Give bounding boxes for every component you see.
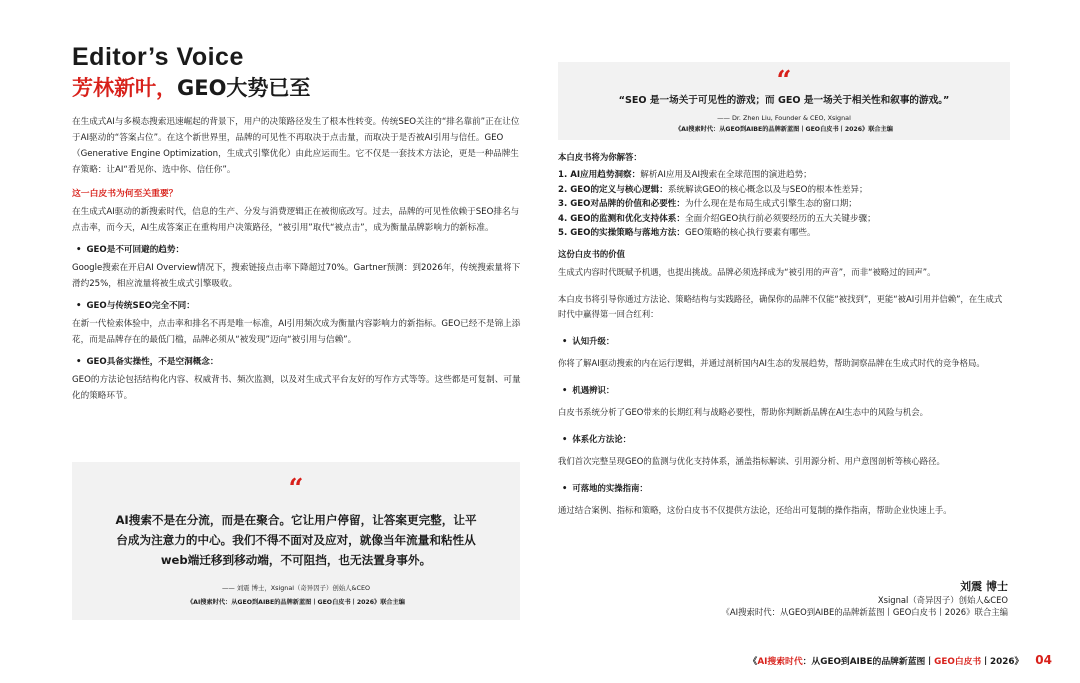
- quote-source: 《AI搜索时代：从GEO到AIBE的品牌新蓝图丨GEO白皮书丨2026》联合主编: [187, 599, 405, 606]
- bullet-text: 在新一代检索体验中，点击率和排名不再是唯一标准，AI引用频次成为衡量内容影响力的新指标。GEO已经不是锦上添花，而是品牌存在的最低门槛，品牌必须从“被发现”迈向“被引用与信赖”。: [72, 319, 521, 345]
- bullet-title: • 可落地的实操指南：: [562, 481, 1010, 495]
- will-title: 本白皮书将为你解答：: [558, 152, 642, 162]
- footer-title-mid: ：从GEO到AIBE的品牌新蓝图丨: [802, 657, 935, 667]
- bullet-text: 你将了解AI驱动搜索的内在运行逻辑，并通过剖析国内AI生态的发展趋势，帮助洞察品牌在生成式时代的竞争格局。: [558, 357, 985, 368]
- page-title-cn: [72, 74, 524, 102]
- quote-source: 《AI搜索时代：从GEO到AIBE的品牌新蓝图丨GEO白皮书丨2026》联合主编: [675, 126, 893, 133]
- quote-attribution: —— Dr. Zhen Liu, Founder & CEO, Xsignal: [717, 114, 851, 122]
- quote-box-right: [558, 62, 1010, 140]
- footer-title-red2: GEO白皮书: [934, 657, 982, 667]
- left-column: [72, 42, 524, 404]
- footer-title-red: AI搜索时代: [757, 657, 803, 667]
- value-paragraph: 生成式内容时代既赋予机遇，也提出挑战。品牌必须选择成为“被引用的声音”，而非“被略过的回声”。: [558, 266, 936, 277]
- will-list: [558, 168, 1010, 241]
- signature-name: 刘震 博士: [960, 580, 1008, 593]
- list-item: 2. GEO的定义与核心逻辑：系统解读GEO的核心概念以及与SEO的根本性差异；: [558, 184, 868, 195]
- signature-role: Xsignal（奇异因子）创始人&CEO: [877, 595, 1008, 605]
- quote-text: “SEO 是一场关于可见性的游戏；而 GEO 是一场关于相关性和叙事的游戏。”: [618, 95, 950, 106]
- intro-paragraph: 在生成式AI与多模态搜索迅速崛起的背景下，用户的决策路径发生了根本性转变。传统SEO关注的“排名靠前”正在让位于AI驱动的“答案占位”。在这个新世界里，品牌的可见性不再取决于点击量，而取决于是否被AI引用与信任。GEO（Generative Engine Optimization，生成式引擎优化）由此应运而生。它不仅是一套技术方法论，更是一种品牌生存策略：让AI“看见你、选中你、信任你”。: [72, 117, 520, 175]
- bullet-title: • GEO与传统SEO完全不同：: [76, 298, 524, 314]
- page-title-en: Editor’s Voice: [72, 43, 244, 71]
- title-cn-red: 芳林新叶，: [72, 76, 177, 100]
- value-title: 这份白皮书的价值: [558, 248, 625, 259]
- list-item: 1. AI应用趋势洞察：解析AI应用及AI搜索在全球范围的演进趋势；: [558, 170, 812, 180]
- bullet-title: • 体系化方法论：: [562, 432, 1010, 446]
- bullet-text: 通过结合案例、指标和策略，这份白皮书不仅提供方法论，还给出可复制的操作指南，帮助企业快速上手。: [558, 504, 952, 515]
- section-title: 这一白皮书为何至关重要？: [72, 189, 178, 199]
- quote-mark-icon: “: [288, 474, 304, 504]
- right-column: [558, 150, 1010, 530]
- signature-book: 《AI搜索时代：从GEO到AIBE的品牌新蓝图丨GEO白皮书丨2026》联合主编: [721, 607, 1008, 617]
- list-item: 5. GEO的实操策略与落地方法：GEO策略的核心执行要素有哪些。: [558, 228, 816, 238]
- page-number: 04: [1035, 653, 1052, 667]
- title-cn-black: GEO大势已至: [177, 76, 311, 100]
- bullet-title: • GEO具备实操性，不是空洞概念：: [76, 354, 524, 370]
- list-item: 4. GEO的监测和优化支持体系：全面介绍GEO执行前必须要经历的五大关键步骤；: [558, 213, 876, 224]
- bullet-text: 我们首次完整呈现GEO的监测与优化支持体系，涵盖指标解读、引用源分析、用户意图剖析等核心路径。: [558, 455, 945, 466]
- bullet-title: • GEO是不可回避的趋势：: [76, 242, 524, 258]
- bullet-title: • 机遇辨识：: [562, 383, 1010, 397]
- quote-mark-icon: “: [776, 66, 792, 96]
- quote-attribution: —— 刘震 博士，Xsignal（奇异因子）创始人&CEO: [221, 584, 371, 592]
- bullet-text: 白皮书系统分析了GEO带来的长期红利与战略必要性，帮助你判断新品牌在AI生态中的风险与机会。: [558, 406, 928, 417]
- list-item: 3. GEO对品牌的价值和必要性：为什么现在是布局生成式引擎生态的窗口期；: [558, 199, 857, 209]
- page-footer: 《AI搜索时代：从GEO到AIBE的品牌新蓝图丨GEO白皮书丨2026》 04: [748, 653, 1052, 667]
- quote-text: AI搜索不是在分流，而是在聚合。它让用户停留，让答案更完整，让平台成为注意力的中心。我们不得不面对及应对，就像当年流量和粘性从web端迁移到移动端，不可阻挡，也无法置身事外。: [115, 513, 477, 567]
- footer-title-end: 丨2026》: [981, 657, 1024, 667]
- bullet-text: Google搜索在开启AI Overview情况下，搜索链接点击率下降超过70%。Gartner预测：到2026年，传统搜索量将下滑约25%，相应流量将被生成式引擎吸收。: [72, 263, 521, 289]
- quote-box-left: [72, 462, 520, 620]
- value-paragraph: 本白皮书将引导你通过方法论、策略结构与实践路径，确保你的品牌不仅能“被找到”，更能“被AI引用并信赖”，在生成式时代中赢得第一回合红利：: [558, 293, 1003, 319]
- signature-block: [722, 580, 1009, 618]
- bullet-title: • 认知升级：: [562, 334, 1010, 348]
- section-paragraph: 在生成式AI驱动的新搜索时代，信息的生产、分发与消费逻辑正在被彻底改写。过去，品牌的可见性依赖于SEO排名与点击率，而今天，AI生成答案正在重构用户决策路径，“被引用”取代“被点击”，成为衡量品牌影响力的新标准。: [72, 207, 520, 233]
- bullet-text: GEO的方法论包括结构化内容、权威背书、频次监测，以及对生成式平台友好的写作方式等等。这些都是可复制、可量化的策略环节。: [72, 375, 521, 401]
